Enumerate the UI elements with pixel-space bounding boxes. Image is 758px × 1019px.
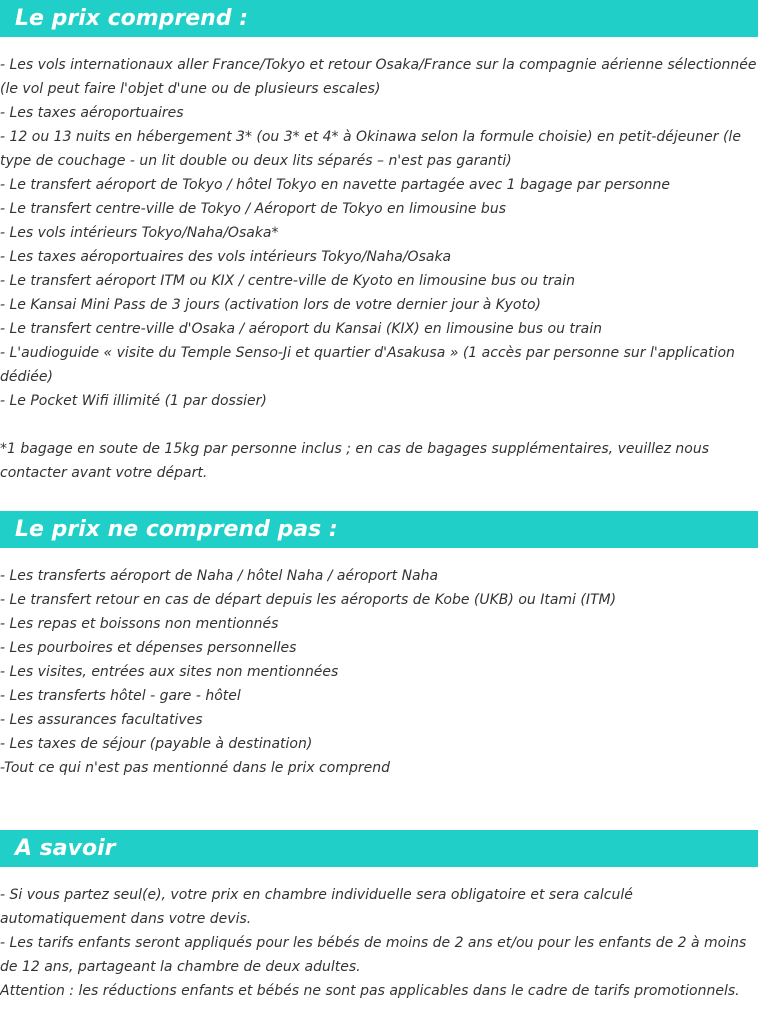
section-header-excluded: Le prix ne comprend pas : — [0, 511, 758, 548]
list-item: - Le transfert aéroport ITM ou KIX / centre-ville de Kyoto en limousine bus ou train — [0, 273, 575, 289]
spacer — [0, 413, 758, 437]
list-item: - Le transfert centre-ville de Tokyo / Aéroport de Tokyo en limousine bus — [0, 201, 506, 217]
list-item: - Les visites, entrées aux sites non mentionnées — [0, 664, 339, 680]
section-header-included: Le prix comprend : — [0, 0, 758, 37]
list-item: - Les vols intérieurs Tokyo/Naha/Osaka* — [0, 225, 279, 241]
list-item: - Les taxes aéroportuaires — [0, 105, 184, 121]
info-list — [0, 883, 758, 1003]
list-item: - Le transfert retour en cas de départ depuis les aéroports de Kobe (UKB) ou Itami (ITM) — [0, 592, 617, 608]
list-item: - L'audioguide « visite du Temple Senso-Ji et quartier d'Asakusa » (1 accès par personne sur l'application dédiée) — [0, 345, 735, 385]
baggage-footnote: *1 bagage en soute de 15kg par personne inclus ; en cas de bagages supplémentaires, veuillez nous contacter avant votre départ. — [0, 441, 710, 481]
list-item: - Les tarifs enfants seront appliqués pour les bébés de moins de 2 ans et/ou pour les enfants de 2 à moins de 12 ans, partageant la chambre de deux adultes. — [0, 935, 747, 975]
list-item: Attention : les réductions enfants et bébés ne sont pas applicables dans le cadre de tarifs promotionnels. — [0, 983, 740, 999]
list-item: - Les taxes aéroportuaires des vols intérieurs Tokyo/Naha/Osaka — [0, 249, 452, 265]
list-item: - Les transferts hôtel - gare - hôtel — [0, 688, 241, 704]
list-item: - Les assurances facultatives — [0, 712, 203, 728]
list-item: - Les transferts aéroport de Naha / hôtel Naha / aéroport Naha — [0, 568, 439, 584]
list-item: - Les vols internationaux aller France/Tokyo et retour Osaka/France sur la compagnie aérienne sélectionnée (le vol peut faire l'objet d'une ou de plusieurs escales) — [0, 57, 757, 97]
excluded-list — [0, 564, 758, 780]
list-item: - Si vous partez seul(e), votre prix en chambre individuelle sera obligatoire et sera calculé automatiquement dans votre devis. — [0, 887, 633, 927]
list-item: - Les pourboires et dépenses personnelles — [0, 640, 297, 656]
list-item: - Le transfert aéroport de Tokyo / hôtel Tokyo en navette partagée avec 1 bagage par personne — [0, 177, 671, 193]
list-item: - Le Kansai Mini Pass de 3 jours (activation lors de votre dernier jour à Kyoto) — [0, 297, 541, 313]
section-header-info: A savoir — [0, 830, 758, 867]
list-item: - Les taxes de séjour (payable à destination) — [0, 736, 313, 752]
list-item: -Tout ce qui n'est pas mentionné dans le prix comprend — [0, 760, 390, 776]
list-item: - 12 ou 13 nuits en hébergement 3* (ou 3* et 4* à Okinawa selon la formule choisie) en petit-déjeuner (le type de couchage - un lit double ou deux lits séparés – n'est pas garanti) — [0, 129, 741, 169]
list-item: - Le Pocket Wifi illimité (1 par dossier) — [0, 393, 267, 409]
included-list — [0, 53, 758, 485]
list-item: - Les repas et boissons non mentionnés — [0, 616, 279, 632]
list-item: - Le transfert centre-ville d'Osaka / aéroport du Kansai (KIX) en limousine bus ou train — [0, 321, 603, 337]
